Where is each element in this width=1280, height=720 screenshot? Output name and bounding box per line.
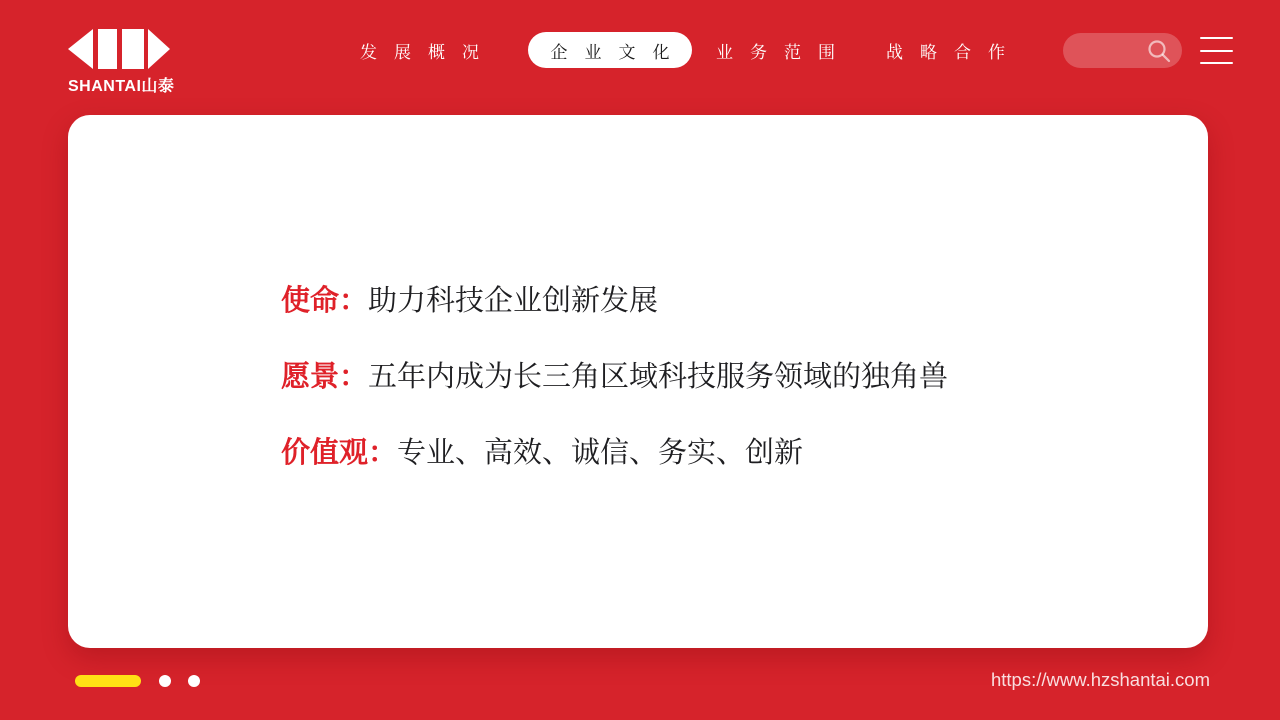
search-input[interactable] xyxy=(1077,33,1155,68)
mission-text: 助力科技企业创新发展 xyxy=(368,285,659,317)
site-url: https://www.hzshantai.com xyxy=(990,669,1210,690)
header xyxy=(0,0,1280,100)
hamburger-menu-icon[interactable] xyxy=(1200,37,1233,64)
mission-line xyxy=(281,285,948,317)
nav-item-development-overview[interactable]: 发展概况 xyxy=(360,42,496,62)
values-text: 专业、高效、诚信、务实、创新 xyxy=(397,437,804,469)
nav-item-label: 企业文化 xyxy=(550,42,687,62)
search-icon[interactable] xyxy=(1147,39,1171,63)
content-card xyxy=(68,115,1208,648)
values-label: 价值观： xyxy=(281,437,398,469)
nav-item-corporate-culture-active[interactable] xyxy=(528,32,692,68)
search-box xyxy=(1063,33,1182,68)
carousel-indicators xyxy=(75,674,200,687)
values-block xyxy=(281,285,948,513)
vision-text: 五年内成为长三角区域科技服务领域的独角兽 xyxy=(368,361,949,393)
values-line xyxy=(281,437,948,469)
vision-label: 愿景： xyxy=(281,361,369,393)
carousel-indicator-active[interactable] xyxy=(75,675,141,687)
carousel-dot-2[interactable] xyxy=(159,675,171,687)
main-nav xyxy=(360,0,1022,100)
mission-label: 使命： xyxy=(281,285,369,317)
shantai-logo-icon xyxy=(68,29,172,69)
brand-logo[interactable] xyxy=(68,29,175,96)
brand-name: SHANTAI山泰 xyxy=(68,78,175,95)
vision-line xyxy=(281,361,948,393)
carousel-dot-3[interactable] xyxy=(188,675,200,687)
nav-item-business-scope[interactable]: 业务范围 xyxy=(716,42,852,62)
nav-item-strategic-cooperation[interactable]: 战略合作 xyxy=(886,42,1022,62)
